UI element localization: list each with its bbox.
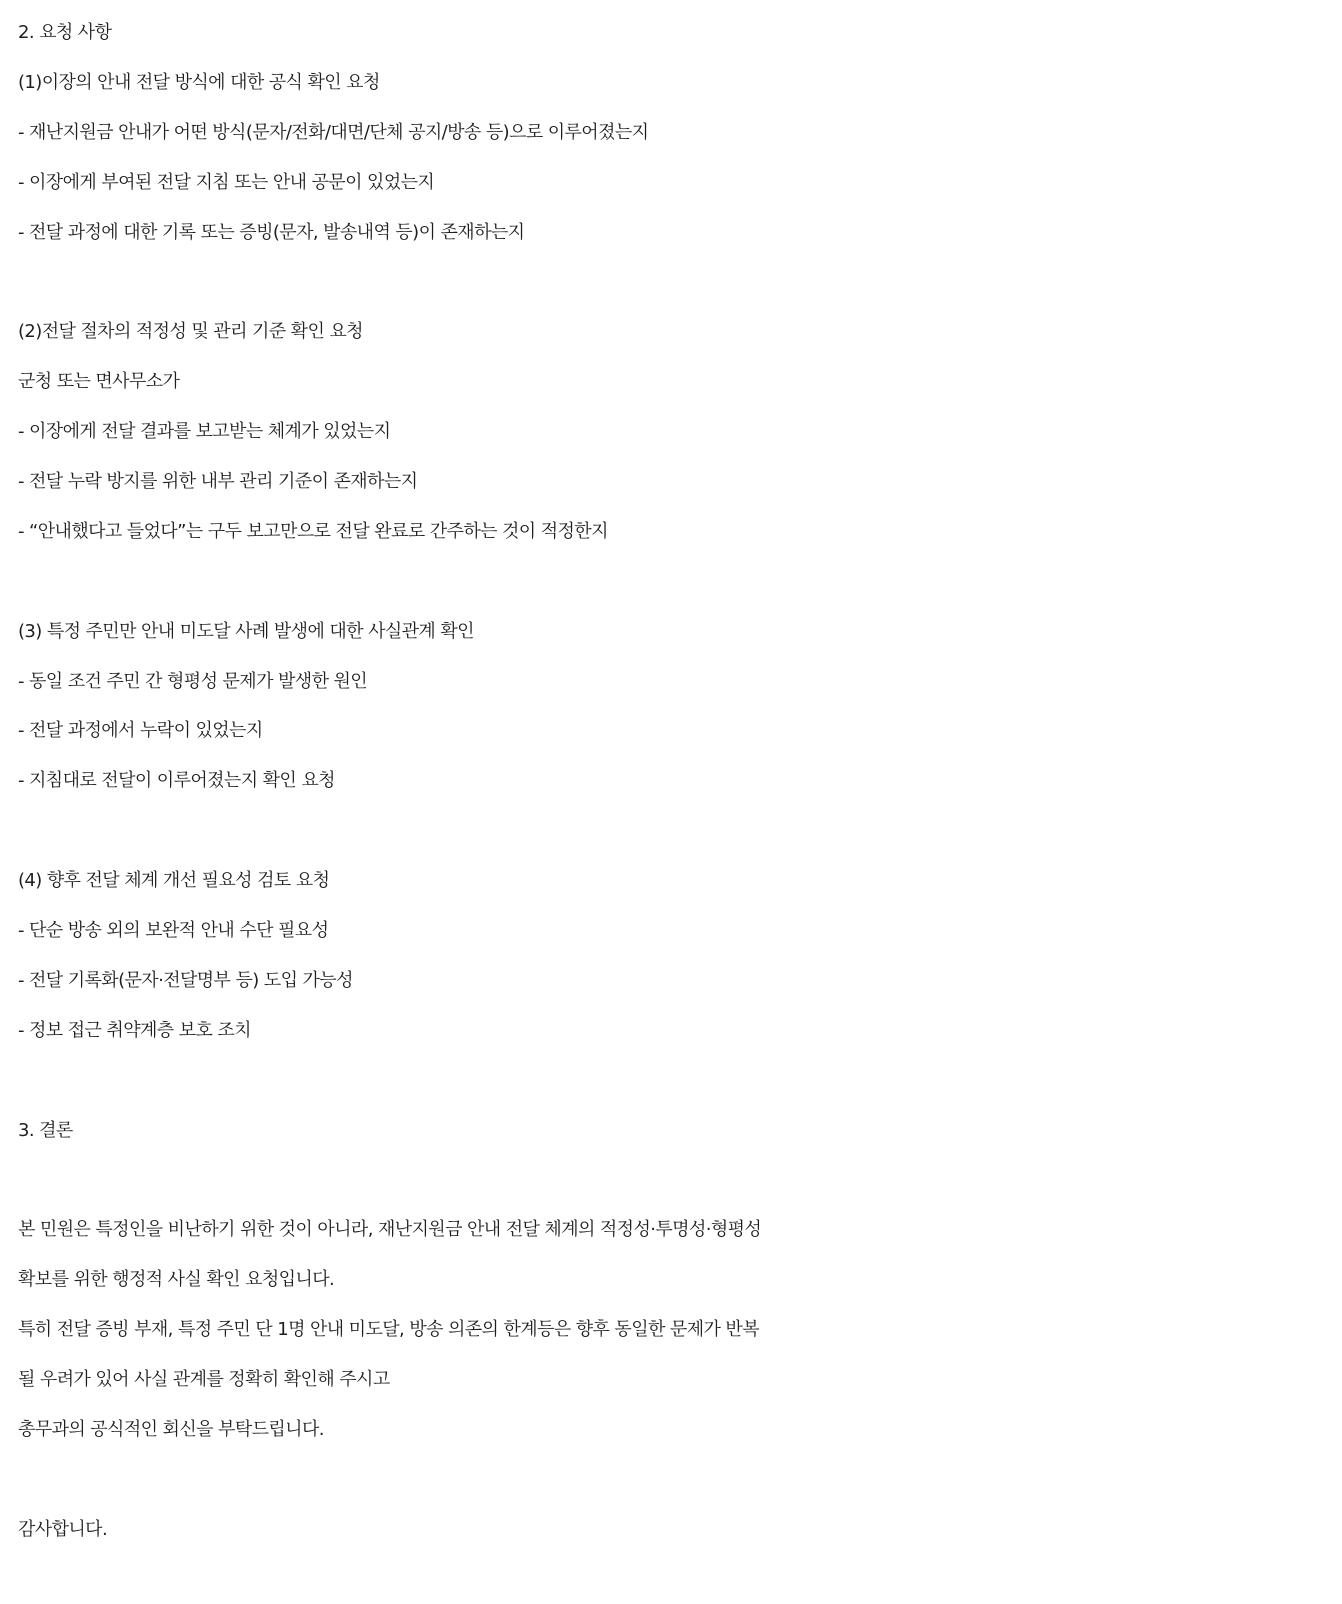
item-4-bullet: - 정보 접근 취약계층 보호 조치 bbox=[18, 1019, 251, 1041]
item-1-title: (1)이장의 안내 전달 방식에 대한 공식 확인 요청 bbox=[18, 71, 380, 93]
item-2-bullet: - 전달 누락 방지를 위한 내부 관리 기준이 존재하는지 bbox=[18, 471, 418, 493]
conclusion-line: 특히 전달 증빙 부재, 특정 주민 단 1명 안내 미도달, 방송 의존의 한계등은 향후 동일한 문제가 반복 bbox=[18, 1319, 759, 1341]
item-3-bullet: - 전달 과정에서 누락이 있었는지 bbox=[18, 720, 263, 742]
item-3-bullet: - 지침대로 전달이 이루어졌는지 확인 요청 bbox=[18, 770, 335, 792]
section-3-heading: 3. 결론 bbox=[18, 1119, 73, 1141]
conclusion-line: 총무과의 공식적인 회신을 부탁드립니다. bbox=[18, 1418, 324, 1440]
item-1-bullet: - 전달 과정에 대한 기록 또는 증빙(문자, 발송내역 등)이 존재하는지 bbox=[18, 221, 525, 243]
conclusion-line: 본 민원은 특정인을 비난하기 위한 것이 아니라, 재난지원금 안내 전달 체계의 적정성·투명성·형평성 bbox=[18, 1219, 762, 1241]
conclusion-line: 될 우려가 있어 사실 관계를 정확히 확인해 주시고 bbox=[18, 1369, 390, 1391]
spacer bbox=[18, 1056, 1338, 1106]
spacer bbox=[18, 557, 1338, 607]
item-2-title: (2)전달 절차의 적정성 및 관리 기준 확인 요청 bbox=[18, 321, 363, 343]
item-3-bullet: - 동일 조건 주민 간 형평성 문제가 발생한 원인 bbox=[18, 670, 368, 692]
section-2-heading: 2. 요청 사항 bbox=[18, 22, 112, 43]
conclusion-line: 확보를 위한 행정적 사실 확인 요청입니다. bbox=[18, 1269, 335, 1291]
spacer bbox=[18, 806, 1338, 856]
spacer bbox=[18, 1155, 1338, 1205]
item-4-bullet: - 단순 방송 외의 보완적 안내 수단 필요성 bbox=[18, 920, 329, 942]
item-4-title: (4) 향후 전달 체계 개선 필요성 검토 요청 bbox=[18, 870, 330, 892]
item-3-title: (3) 특정 주민만 안내 미도달 사례 발생에 대한 사실관계 확인 bbox=[18, 620, 474, 642]
item-2-intro: 군청 또는 면사무소가 bbox=[18, 371, 180, 393]
item-1-bullet: - 재난지원금 안내가 어떤 방식(문자/전화/대면/단체 공지/방송 등)으로 이루어졌는지 bbox=[18, 121, 649, 143]
spacer bbox=[18, 1455, 1338, 1505]
item-1-bullet: - 이장에게 부여된 전달 지침 또는 안내 공문이 있었는지 bbox=[18, 171, 435, 193]
item-2-bullet: - 이장에게 전달 결과를 보고받는 체계가 있었는지 bbox=[18, 421, 391, 443]
item-2-bullet: - “안내했다고 들었다”는 구두 보고만으로 전달 완료로 간주하는 것이 적정한지 bbox=[18, 520, 608, 542]
closing-text: 감사합니다. bbox=[18, 1518, 108, 1540]
document-body bbox=[18, 8, 1338, 1555]
item-4-bullet: - 전달 기록화(문자·전달명부 등) 도입 가능성 bbox=[18, 969, 353, 991]
spacer bbox=[18, 257, 1338, 307]
